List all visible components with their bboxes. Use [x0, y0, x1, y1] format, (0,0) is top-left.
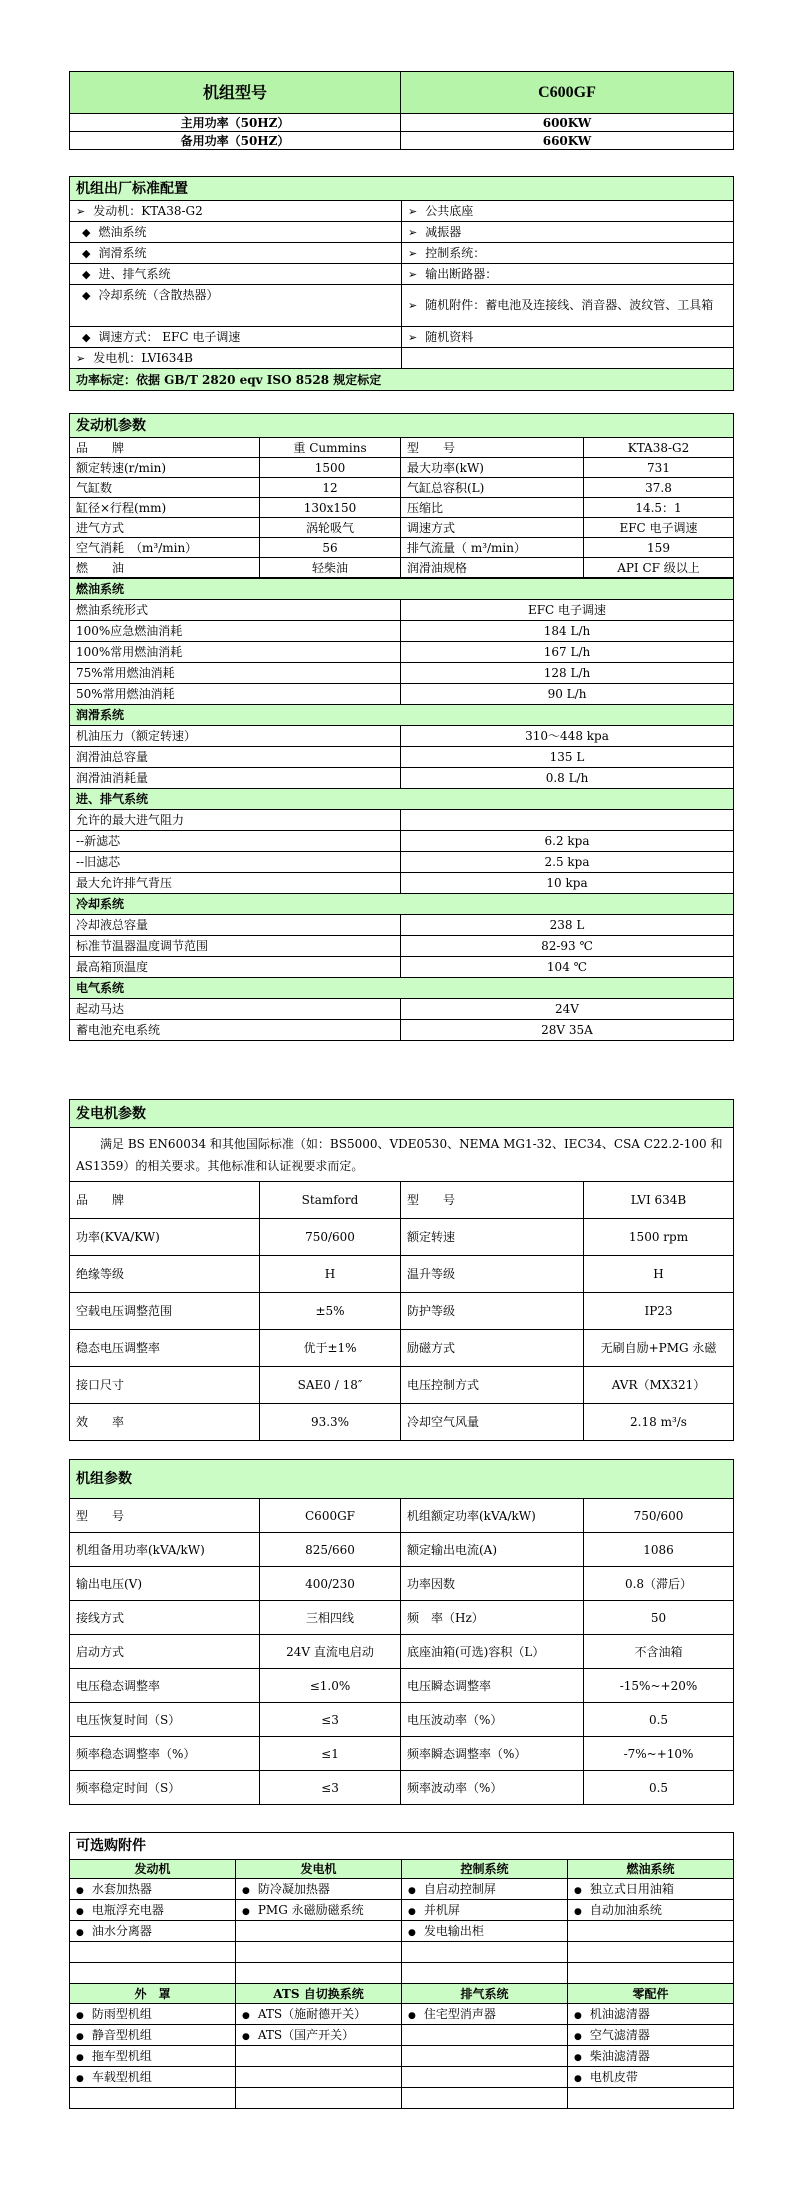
param-label: 功率(KVA/KW) [70, 1219, 260, 1256]
param-value: 310～448 kpa [401, 726, 734, 747]
arrow-bullet-icon: ➢ [76, 205, 86, 218]
bullet-icon: ● [242, 1906, 250, 1917]
param-label: 温升等级 [401, 1256, 584, 1293]
config-item: ◆ 调速方式： EFC 电子调速 [70, 327, 402, 348]
arrow-bullet-icon: ➢ [76, 352, 86, 365]
category-header: 发电机 [236, 1860, 402, 1879]
param-label: 电压波动率（%） [401, 1703, 584, 1737]
param-value: 1500 rpm [584, 1219, 734, 1256]
param-value: 1500 [260, 458, 401, 478]
param-value: 重 Cummins [260, 438, 401, 458]
param-value: ≤1 [260, 1737, 401, 1771]
param-label: 燃油系统形式 [70, 600, 401, 621]
param-value: 12 [260, 478, 401, 498]
model-header [69, 71, 733, 150]
config-item: ➢ 输出断路器： [402, 264, 734, 285]
param-value: 93.3% [260, 1404, 401, 1441]
standby-power-value: 660KW [401, 132, 734, 150]
option-item [568, 1921, 734, 1942]
param-label: 型 号 [401, 1182, 584, 1219]
config-item: ➢ 发电机：LVI634B [70, 348, 402, 369]
bullet-icon: ● [408, 1885, 416, 1896]
option-item: ● 住宅型消声器 [402, 2004, 568, 2025]
param-value [401, 810, 734, 831]
option-item: ● 车载型机组 [70, 2067, 236, 2088]
bullet-icon: ● [76, 2073, 84, 2084]
param-label: 接线方式 [70, 1601, 260, 1635]
option-item: ● 发电输出柜 [402, 1921, 568, 1942]
alternator-section [69, 1099, 733, 1441]
param-value: 14.5：1 [584, 498, 734, 518]
param-value: KTA38-G2 [584, 438, 734, 458]
config-item: ➢ 发动机：KTA38-G2 [70, 201, 402, 222]
arrow-bullet-icon: ➢ [408, 226, 418, 239]
option-item [236, 2046, 402, 2067]
diamond-bullet-icon: ◆ [82, 289, 91, 302]
bullet-icon: ● [242, 2010, 250, 2021]
option-item [236, 1942, 402, 1963]
genset-section [69, 1459, 733, 1805]
param-value: 不含油箱 [584, 1635, 734, 1669]
option-item: ● 防冷凝加热器 [236, 1879, 402, 1900]
param-label: 启动方式 [70, 1635, 260, 1669]
bullet-icon: ● [574, 2052, 582, 2063]
param-value: 0.8 L/h [401, 768, 734, 789]
param-label: 75%常用燃油消耗 [70, 663, 401, 684]
option-item [70, 1942, 236, 1963]
electric-system-title: 电气系统 [70, 978, 734, 999]
param-value: SAE0 / 18″ [260, 1367, 401, 1404]
param-label: 功率因数 [401, 1567, 584, 1601]
rating-note: 功率标定：依据 GB/T 2820 eqv ISO 8528 规定标定 [70, 369, 734, 391]
param-value: ≤3 [260, 1703, 401, 1737]
param-label: 机组备用功率(kVA/kW) [70, 1533, 260, 1567]
option-item: ● 水套加热器 [70, 1879, 236, 1900]
arrow-bullet-icon: ➢ [408, 299, 418, 312]
param-value: API CF 级以上 [584, 558, 734, 578]
param-label: 蓄电池充电系统 [70, 1020, 401, 1041]
param-value: 10 kpa [401, 873, 734, 894]
option-item: ● PMG 永磁励磁系统 [236, 1900, 402, 1921]
param-value: 0.5 [584, 1703, 734, 1737]
param-value: EFC 电子调速 [401, 600, 734, 621]
arrow-bullet-icon: ➢ [408, 205, 418, 218]
param-label: 电压恢复时间（S） [70, 1703, 260, 1737]
param-label: 效 率 [70, 1404, 260, 1441]
option-item [236, 1963, 402, 1984]
param-value: EFC 电子调速 [584, 518, 734, 538]
section-title: 机组出厂标准配置 [70, 177, 734, 201]
bullet-icon: ● [76, 1927, 84, 1938]
param-value: 2.5 kpa [401, 852, 734, 873]
param-value: IP23 [584, 1293, 734, 1330]
category-header: 排气系统 [402, 1984, 568, 2004]
param-value: 0.5 [584, 1771, 734, 1805]
bullet-icon: ● [574, 1885, 582, 1896]
param-value: AVR（MX321） [584, 1367, 734, 1404]
param-label: 允许的最大进气阻力 [70, 810, 401, 831]
param-label: 气缸数 [70, 478, 260, 498]
param-label: 额定输出电流(A) [401, 1533, 584, 1567]
param-value: 轻柴油 [260, 558, 401, 578]
param-value: 0.8（滞后） [584, 1567, 734, 1601]
fuel-system-title: 燃油系统 [70, 579, 734, 600]
option-item: ● 电瓶浮充电器 [70, 1900, 236, 1921]
bullet-icon: ● [76, 2010, 84, 2021]
diamond-bullet-icon: ◆ [82, 268, 91, 281]
bullet-icon: ● [408, 2010, 416, 2021]
param-label: 励磁方式 [401, 1330, 584, 1367]
option-item: ● ATS（国产开关） [236, 2025, 402, 2046]
option-item [568, 2088, 734, 2109]
standard-config-section [69, 176, 733, 391]
model-value: C600GF [401, 72, 734, 114]
param-value: 128 L/h [401, 663, 734, 684]
param-label: 冷却液总容量 [70, 915, 401, 936]
param-value: 2.18 m³/s [584, 1404, 734, 1441]
model-label: 机组型号 [70, 72, 401, 114]
bullet-icon: ● [574, 2010, 582, 2021]
param-label: 排气流量（ m³/min） [401, 538, 584, 558]
param-value: 24V 直流电启动 [260, 1635, 401, 1669]
param-value: 184 L/h [401, 621, 734, 642]
option-item [402, 1963, 568, 1984]
prime-power-label: 主用功率（50HZ） [70, 114, 401, 132]
param-label: 润滑油规格 [401, 558, 584, 578]
param-label: 接口尺寸 [70, 1367, 260, 1404]
bullet-icon: ● [574, 1906, 582, 1917]
param-label: 最高箱顶温度 [70, 957, 401, 978]
diamond-bullet-icon: ◆ [82, 226, 91, 239]
arrow-bullet-icon: ➢ [408, 331, 418, 344]
option-item [568, 1963, 734, 1984]
param-value: H [584, 1256, 734, 1293]
param-label: 型 号 [70, 1499, 260, 1533]
option-item [70, 1963, 236, 1984]
option-item: ● 拖车型机组 [70, 2046, 236, 2067]
param-label: 最大功率(kW) [401, 458, 584, 478]
param-label: 100%常用燃油消耗 [70, 642, 401, 663]
param-label: 燃 油 [70, 558, 260, 578]
option-item: ● 静音型机组 [70, 2025, 236, 2046]
category-header: 零配件 [568, 1984, 734, 2004]
config-item: ➢ 控制系统： [402, 243, 734, 264]
param-label: 冷却空气风量 [401, 1404, 584, 1441]
standards-note: 满足 BS EN60034 和其他国际标准（如：BS5000、VDE0530、NEMA MG1-32、IEC34、CSA C22.2-100 和 AS1359）的相关要求。其他标准和认证视要求而定。 [70, 1128, 734, 1182]
param-label: 机组额定功率(kVA/kW) [401, 1499, 584, 1533]
param-value: 50 [584, 1601, 734, 1635]
param-value: 159 [584, 538, 734, 558]
param-value: 135 L [401, 747, 734, 768]
option-item [402, 2088, 568, 2109]
config-item: ➢ 减振器 [402, 222, 734, 243]
param-label: 调速方式 [401, 518, 584, 538]
param-value: 无刷自励+PMG 永磁 [584, 1330, 734, 1367]
cooling-system-title: 冷却系统 [70, 894, 734, 915]
bullet-icon: ● [242, 1885, 250, 1896]
param-label: 空气消耗 （m³/min） [70, 538, 260, 558]
param-label: 电压控制方式 [401, 1367, 584, 1404]
param-label: 频 率（Hz） [401, 1601, 584, 1635]
prime-power-value: 600KW [401, 114, 734, 132]
param-label: 最大允许排气背压 [70, 873, 401, 894]
param-value: -7%~+10% [584, 1737, 734, 1771]
option-item [402, 2046, 568, 2067]
bullet-icon: ● [76, 2052, 84, 2063]
param-label: 稳态电压调整率 [70, 1330, 260, 1367]
param-value: 24V [401, 999, 734, 1020]
param-value: 750/600 [584, 1499, 734, 1533]
diamond-bullet-icon: ◆ [82, 331, 91, 344]
param-value: LVI 634B [584, 1182, 734, 1219]
param-label: 50%常用燃油消耗 [70, 684, 401, 705]
option-item: ● 柴油滤清器 [568, 2046, 734, 2067]
param-label: 品 牌 [70, 1182, 260, 1219]
config-item: ◆ 润滑系统 [70, 243, 402, 264]
bullet-icon: ● [242, 2031, 250, 2042]
param-value: 82-93 ℃ [401, 936, 734, 957]
config-item: ➢ 随机附件：蓄电池及连接线、消音器、波纹管、工具箱 [402, 285, 734, 327]
section-title: 可选购附件 [70, 1833, 734, 1860]
param-value: Stamford [260, 1182, 401, 1219]
param-label: 缸径×行程(mm) [70, 498, 260, 518]
param-value: ≤3 [260, 1771, 401, 1805]
option-item [568, 1942, 734, 1963]
bullet-icon: ● [574, 2031, 582, 2042]
intake-system-title: 进、排气系统 [70, 789, 734, 810]
option-item: ● 防雨型机组 [70, 2004, 236, 2025]
param-label: 电压瞬态调整率 [401, 1669, 584, 1703]
category-header: 燃油系统 [568, 1860, 734, 1879]
param-value: 37.8 [584, 478, 734, 498]
option-item [402, 2025, 568, 2046]
section-title: 机组参数 [70, 1460, 734, 1499]
param-value: 750/600 [260, 1219, 401, 1256]
option-item: ● 自启动控制屏 [402, 1879, 568, 1900]
param-label: 压缩比 [401, 498, 584, 518]
param-value: 731 [584, 458, 734, 478]
category-header: 外 罩 [70, 1984, 236, 2004]
param-label: 绝缘等级 [70, 1256, 260, 1293]
param-label: 标准节温器温度调节范围 [70, 936, 401, 957]
param-label: 额定转速(r/min) [70, 458, 260, 478]
bullet-icon: ● [76, 1906, 84, 1917]
param-value: 6.2 kpa [401, 831, 734, 852]
bullet-icon: ● [408, 1906, 416, 1917]
arrow-bullet-icon: ➢ [408, 268, 418, 281]
standby-power-label: 备用功率（50HZ） [70, 132, 401, 150]
option-item: ● 自动加油系统 [568, 1900, 734, 1921]
param-label: 润滑油消耗量 [70, 768, 401, 789]
optional-accessories-section [69, 1832, 733, 2109]
param-label: 100%应急燃油消耗 [70, 621, 401, 642]
param-value: 1086 [584, 1533, 734, 1567]
option-item: ● 电机皮带 [568, 2067, 734, 2088]
config-item: ➢ 随机资料 [402, 327, 734, 348]
param-label: 型 号 [401, 438, 584, 458]
param-label: 频率稳态调整率（%） [70, 1737, 260, 1771]
param-value: ±5% [260, 1293, 401, 1330]
param-label: 进气方式 [70, 518, 260, 538]
option-item: ● 机油滤清器 [568, 2004, 734, 2025]
option-item [70, 2088, 236, 2109]
param-value: 90 L/h [401, 684, 734, 705]
option-item [236, 2067, 402, 2088]
param-value: H [260, 1256, 401, 1293]
option-item [402, 1942, 568, 1963]
bullet-icon: ● [574, 2073, 582, 2084]
param-label: 润滑油总容量 [70, 747, 401, 768]
bullet-icon: ● [76, 2031, 84, 2042]
param-value: 400/230 [260, 1567, 401, 1601]
bullet-icon: ● [408, 1927, 416, 1938]
param-label: 电压稳态调整率 [70, 1669, 260, 1703]
param-value: 涡轮吸气 [260, 518, 401, 538]
option-item [236, 2088, 402, 2109]
param-value: ≤1.0% [260, 1669, 401, 1703]
param-label: 底座油箱(可选)容积（L） [401, 1635, 584, 1669]
section-title: 发动机参数 [70, 414, 734, 438]
param-value: 825/660 [260, 1533, 401, 1567]
config-item: ◆ 进、排气系统 [70, 264, 402, 285]
param-label: 频率瞬态调整率（%） [401, 1737, 584, 1771]
param-label: 频率波动率（%） [401, 1771, 584, 1805]
option-item [402, 2067, 568, 2088]
param-label: 空载电压调整范围 [70, 1293, 260, 1330]
category-header: 控制系统 [402, 1860, 568, 1879]
param-value: -15%~+20% [584, 1669, 734, 1703]
option-item: ● 独立式日用油箱 [568, 1879, 734, 1900]
param-label: 额定转速 [401, 1219, 584, 1256]
param-value: 130x150 [260, 498, 401, 518]
param-label: 输出电压(V) [70, 1567, 260, 1601]
config-item: ➢ 公共底座 [402, 201, 734, 222]
category-header: 发动机 [70, 1860, 236, 1879]
param-label: 品 牌 [70, 438, 260, 458]
param-label: 频率稳定时间（S） [70, 1771, 260, 1805]
param-value: 三相四线 [260, 1601, 401, 1635]
config-item: ◆ 冷却系统（含散热器） [70, 285, 402, 327]
bullet-icon: ● [76, 1885, 84, 1896]
section-title: 发电机参数 [70, 1100, 734, 1128]
option-item: ● ATS（施耐德开关） [236, 2004, 402, 2025]
param-value: 优于±1% [260, 1330, 401, 1367]
option-item: ● 并机屏 [402, 1900, 568, 1921]
param-value: 104 ℃ [401, 957, 734, 978]
config-item [402, 348, 734, 369]
option-item [236, 1921, 402, 1942]
arrow-bullet-icon: ➢ [408, 247, 418, 260]
lube-system-title: 润滑系统 [70, 705, 734, 726]
param-label: --旧滤芯 [70, 852, 401, 873]
category-header: ATS 自切换系统 [236, 1984, 402, 2004]
param-label: 防护等级 [401, 1293, 584, 1330]
param-value: 28V 35A [401, 1020, 734, 1041]
param-label: 气缸总容积(L) [401, 478, 584, 498]
param-value: 167 L/h [401, 642, 734, 663]
param-value: C600GF [260, 1499, 401, 1533]
param-value: 56 [260, 538, 401, 558]
param-label: --新滤芯 [70, 831, 401, 852]
param-label: 起动马达 [70, 999, 401, 1020]
diamond-bullet-icon: ◆ [82, 247, 91, 260]
param-label: 机油压力（额定转速） [70, 726, 401, 747]
config-item: ◆ 燃油系统 [70, 222, 402, 243]
param-value: 238 L [401, 915, 734, 936]
option-item: ● 空气滤清器 [568, 2025, 734, 2046]
option-item: ● 油水分离器 [70, 1921, 236, 1942]
engine-section [69, 413, 733, 1041]
